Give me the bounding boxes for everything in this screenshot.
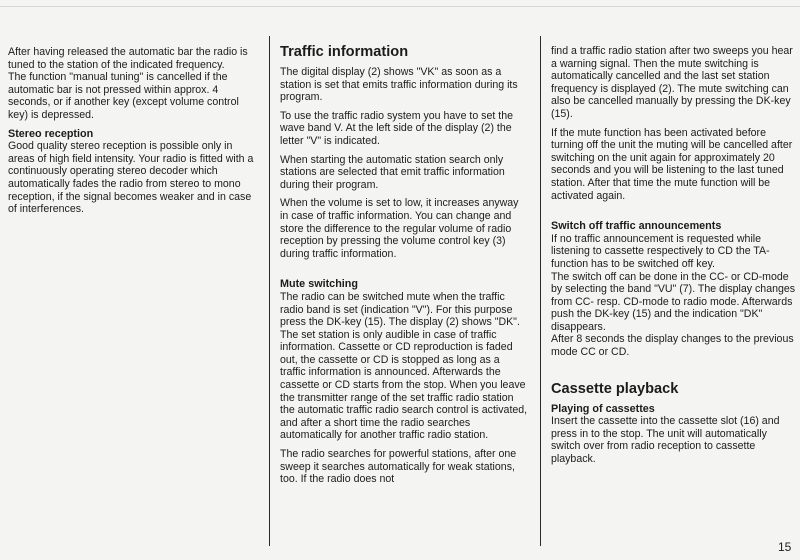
switch-off-text-3: After 8 seconds the display changes to the previous mode CC or CD. — [551, 333, 794, 359]
column-1 — [8, 46, 258, 222]
traffic-paragraph-6: The radio searches for powerful stations, after one sweep it searches automatically for weak stations, too. If the radio does not — [280, 448, 517, 486]
playing-cassettes-text: Insert the cassette into the cassette slot (16) and press in to the stop. The unit will automatically switch over from radio reception to cassette playback. — [551, 415, 780, 466]
switch-off-text-2: The switch off can be done in the CC- or CD-mode by selecting the band "VU" (7). The display changes from CC- resp. CD-mode to radio mode. Afterwards push the DK-key (15) and the indication "DK" disappears. — [551, 270, 796, 333]
stereo-reception-heading: Stereo reception — [8, 127, 94, 140]
top-rule — [0, 6, 800, 7]
intro-paragraph-2: The function "manual tuning" is cancelled if the automatic bar is not pressed within approx. 4 seconds, or if another key (except volume control key) is depressed. — [8, 71, 239, 121]
switch-off-text-1: If no traffic announcement is requested while listening to cassette respectively to CD the TA-function has to be switched off key. — [551, 232, 770, 270]
spacer — [280, 266, 528, 278]
traffic-information-title: Traffic information — [280, 44, 409, 60]
mute-switching-text: The radio can be switched mute when the traffic radio band is set (indication "V"). For this purpose press the DK-key (15). The display (2) shows "DK". The set station is only audible in case of traffic information. Cassette or CD reproduction is faded out, the cassette or CD is stopped as long as a traffic information is announced. Afterwards the cassette or CD starts from the stop. When you leave the transmitter range of the set traffic radio station the automatic traffic radio search control is activated, and after a short time the radio searches automatically for another traffic radio station. — [280, 290, 528, 442]
playing-cassettes-heading: Playing of cassettes — [551, 402, 655, 415]
traffic-paragraph-2: To use the traffic radio system you have to set the wave band V. At the left side of the display (2) the letter "V" is indicated. — [280, 109, 513, 147]
column-divider-1 — [269, 36, 270, 546]
column-3 — [551, 45, 796, 472]
spacer — [551, 208, 796, 220]
traffic-paragraph-1: The digital display (2) shows "VK" as soon as a station is set that emits traffic information during its program. — [280, 66, 518, 104]
column-2 — [280, 44, 528, 492]
traffic-paragraph-4: When the volume is set to low, it increases anyway in case of traffic information. You can change and store the difference to the regular volume of radio reception by pressing the volume control key (3) during traffic information. — [280, 197, 519, 260]
page-number: 15 — [778, 540, 792, 554]
traffic-paragraph-3: When starting the automatic station search only stations are selected that emit traffic information during their program. — [280, 153, 505, 191]
spacer — [551, 365, 796, 381]
stereo-reception-text: Good quality stereo reception is possible only in areas of high field intensity. Your radio is fitted with a continuously operating stereo decoder which automatically fades the radio from stereo to mono reception, if the signal becomes weaker and in case of interferences. — [8, 140, 254, 216]
column-divider-2 — [540, 36, 541, 546]
intro-paragraph-1: After having released the automatic bar the radio is tuned to the station of the indicated frequency. — [8, 46, 248, 71]
continued-paragraph-1: find a traffic radio station after two sweeps you hear a warning signal. Then the mute switching is automatically cancelled and the last set station frequency is displayed (2). The mute switching can also be cancelled manually by pressing the DK-key (15). — [551, 45, 793, 120]
cassette-playback-heading: Cassette playback — [551, 380, 679, 397]
switch-off-heading: Switch off traffic announcements — [551, 220, 722, 233]
mute-switching-heading: Mute switching — [280, 278, 358, 291]
continued-paragraph-2: If the mute function has been activated before turning off the unit the muting will be cancelled after switching on the unit again for approximately 20 seconds and you will be listening to the last tuned station. After that time the mute function will be activated again. — [551, 126, 793, 202]
